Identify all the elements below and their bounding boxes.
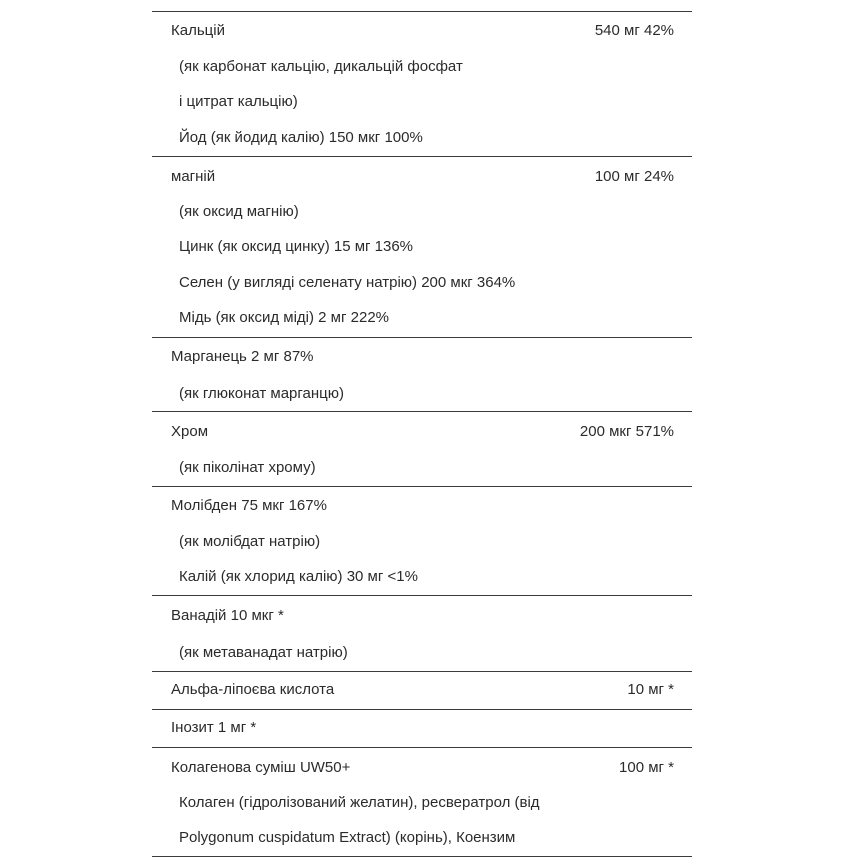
- row-divider: [152, 856, 692, 857]
- nutrient-detail: (як оксид магнію): [179, 203, 299, 220]
- nutrient-detail: Калій (як хлорид калію) 30 мг <1%: [179, 568, 418, 585]
- nutrient-detail: (як піколінат хрому): [179, 459, 316, 476]
- nutrient-detail: Polygonum cuspidatum Extract) (корінь), Коензим: [179, 829, 516, 846]
- nutrient-name-alpha-lipoic-acid: Альфа-ліпоєва кислота: [171, 681, 335, 698]
- nutrient-detail: (як молібдат натрію): [179, 533, 321, 550]
- nutrient-name-vanadium: Ванадій 10 мкг *: [171, 607, 284, 624]
- nutrient-value-chromium: 200 мкг 571%: [579, 423, 674, 440]
- row-divider: [152, 595, 692, 596]
- nutrient-detail: (як карбонат кальцію, дикальцій фосфат: [179, 58, 463, 75]
- nutrient-value-alpha-lipoic-acid: 10 мг *: [627, 681, 674, 698]
- nutrient-value-calcium: 540 мг 42%: [594, 22, 674, 39]
- nutrient-name-magnesium: магній: [171, 168, 216, 185]
- row-divider: [152, 411, 692, 412]
- nutrient-detail: Цинк (як оксид цинку) 15 мг 136%: [179, 238, 414, 255]
- nutrient-detail: Колаген (гідролізований желатин), ресвератрол (від: [179, 794, 540, 811]
- row-divider: [152, 486, 692, 487]
- supplement-facts-table: [152, 0, 692, 860]
- row-divider: [152, 337, 692, 338]
- nutrient-name-calcium: Кальцій: [171, 22, 225, 39]
- nutrient-name-chromium: Хром: [171, 423, 209, 440]
- nutrient-value-collagen-blend: 100 мг *: [619, 759, 674, 776]
- nutrient-detail: Селен (у вигляді селенату натрію) 200 мкг 364%: [179, 274, 516, 291]
- nutrient-detail: (як глюконат марганцю): [179, 385, 344, 402]
- nutrient-name-collagen-blend: Колагенова суміш UW50+: [171, 759, 351, 776]
- row-divider: [152, 709, 692, 710]
- row-divider: [152, 671, 692, 672]
- nutrient-value-magnesium: 100 мг 24%: [594, 168, 674, 185]
- row-divider: [152, 11, 692, 12]
- nutrient-detail: Йод (як йодид калію) 150 мкг 100%: [179, 129, 423, 146]
- row-divider: [152, 156, 692, 157]
- nutrient-detail: (як метаванадат натрію): [179, 644, 348, 661]
- nutrient-name-inositol: Інозит 1 мг *: [171, 719, 257, 736]
- nutrient-detail: і цитрат кальцію): [179, 93, 298, 110]
- row-divider: [152, 747, 692, 748]
- nutrient-name-manganese: Марганець 2 мг 87%: [171, 348, 314, 365]
- nutrient-detail: Мідь (як оксид міді) 2 мг 222%: [179, 309, 389, 326]
- nutrient-name-molybdenum: Молібден 75 мкг 167%: [171, 497, 327, 514]
